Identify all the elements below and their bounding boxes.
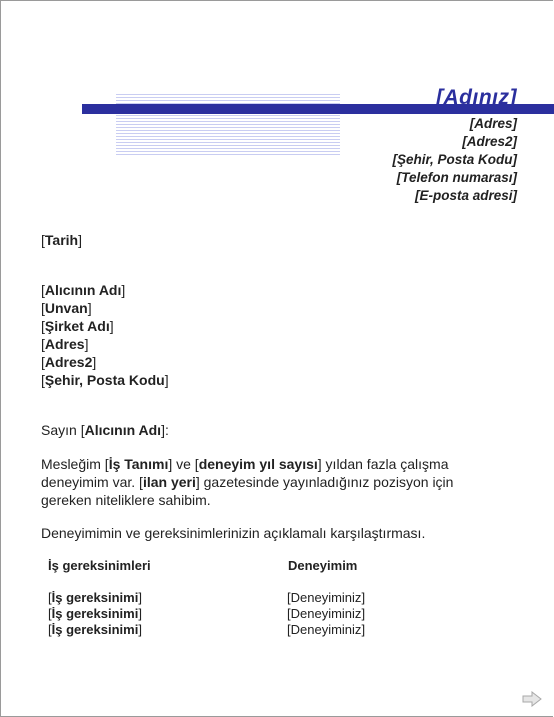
recipient-address-line: [Adres] (41, 336, 89, 352)
body-paragraph-1: Mesleğim [İş Tanımı] ve [deneyim yıl sayısı] yıldan fazla çalışma deneyimim var. [ilan yeri] gazetesinde yayınladığınız pozisyon için gereken niteliklere sahibim. (41, 456, 454, 508)
table-cell-experience-1: [Deneyiminiz] (287, 590, 366, 605)
table-header-experience: Deneyimim (288, 558, 358, 573)
recipient-name-line: [Alıcının Adı] (41, 282, 126, 298)
sender-phone[interactable]: [Telefon numarası] (396, 170, 517, 185)
sender-email[interactable]: [E-posta adresi] (414, 188, 517, 203)
recipient-company-line: [Şirket Adı] (41, 318, 114, 334)
arrow-right-icon[interactable] (522, 691, 542, 707)
sender-contact-block (392, 115, 517, 205)
recipient-company[interactable]: Şirket Adı (44, 318, 110, 334)
sender-city-postal[interactable]: [Şehir, Posta Kodu] (392, 152, 517, 167)
recipient-city[interactable]: Şehir, Posta Kodu (44, 372, 165, 388)
recipient-name[interactable]: Alıcının Adı (44, 282, 122, 298)
table-cell-experience-3: [Deneyiminiz] (287, 622, 366, 637)
table-cell-requirement-1: [İş gereksinimi] (48, 590, 142, 605)
table-cell-requirement-3: [İş gereksinimi] (48, 622, 142, 637)
salutation-name[interactable]: Alıcının Adı (84, 422, 162, 438)
date-line: [Tarih] (41, 232, 82, 248)
recipient-address2[interactable]: Adres2 (44, 354, 93, 370)
recipient-title-line: [Unvan] (41, 300, 92, 316)
years-field[interactable]: deneyim yıl sayısı (198, 456, 318, 472)
table-header-requirements: İş gereksinimleri (48, 558, 151, 573)
table-cell-experience-2: [Deneyiminiz] (287, 606, 366, 621)
table-cell-requirement-2: [İş gereksinimi] (48, 606, 142, 621)
recipient-address[interactable]: Adres (44, 336, 85, 352)
sender-address[interactable]: [Adres] (469, 116, 517, 131)
date-field[interactable]: Tarih (44, 232, 79, 248)
body-paragraph-2: Deneyimimin ve gereksinimlerinizin açıklamalı karşılaştırması. (41, 525, 426, 541)
source-field[interactable]: ilan yeri (142, 474, 196, 490)
job-title-field[interactable]: İş Tanımı (108, 456, 169, 472)
recipient-city-line: [Şehir, Posta Kodu] (41, 372, 169, 388)
sender-name[interactable]: [Adınız] (436, 86, 517, 109)
salutation: Sayın [Alıcının Adı]: (41, 422, 169, 438)
recipient-title[interactable]: Unvan (44, 300, 88, 316)
sender-address2[interactable]: [Adres2] (462, 134, 517, 149)
recipient-block (41, 281, 169, 389)
recipient-address2-line: [Adres2] (41, 354, 97, 370)
